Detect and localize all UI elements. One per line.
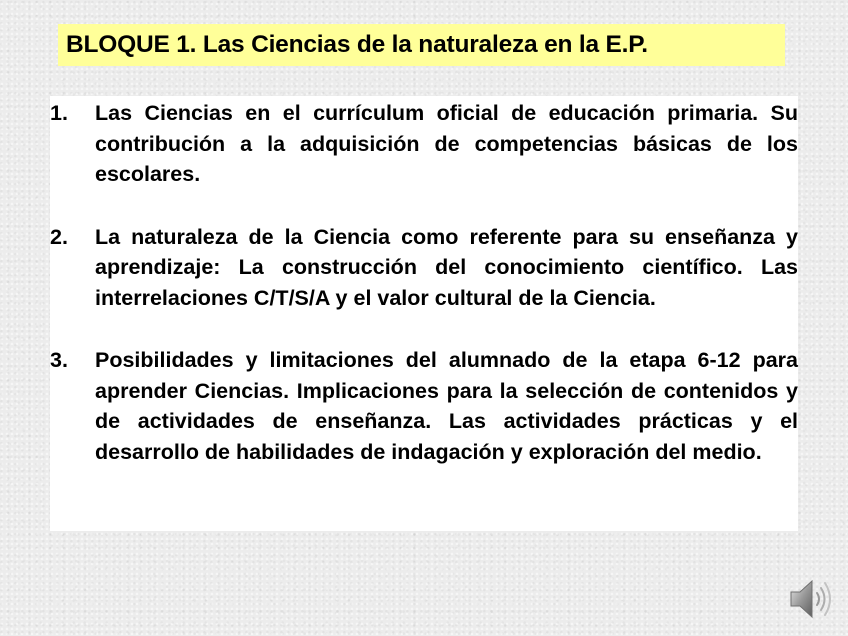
list-item xyxy=(50,98,798,190)
slide-title-bar xyxy=(58,24,785,66)
list-item-text: Posibilidades y limitaciones del alumnado de la etapa 6-12 para aprender Ciencias. Implicaciones para la selección de contenidos y de actividades de enseñanza. Las actividades prácticas y el desarrollo de habilidades de indagación y exploración del medio. xyxy=(95,348,798,464)
list-item-number: 2. xyxy=(50,224,68,249)
content-list xyxy=(50,96,798,531)
list-item xyxy=(50,345,798,467)
speaker-icon[interactable] xyxy=(788,576,834,622)
list-item-number: 1. xyxy=(50,101,68,125)
slide-title: BLOQUE 1. Las Ciencias de la naturaleza en la E.P. xyxy=(66,31,648,58)
list-item-text: Las Ciencias en el currículum oficial de educación primaria. Su contribución a la adquisición de competencias básicas de los escolares. xyxy=(95,101,798,186)
list-item-text: La naturaleza de la Ciencia como referente para su enseñanza y aprendizaje: La construcción del conocimiento científico. Las interrelaciones C/T/S/A y el valor cultural de la Ciencia. xyxy=(95,224,798,310)
list-item xyxy=(50,222,798,314)
list-item-number: 3. xyxy=(50,348,68,372)
